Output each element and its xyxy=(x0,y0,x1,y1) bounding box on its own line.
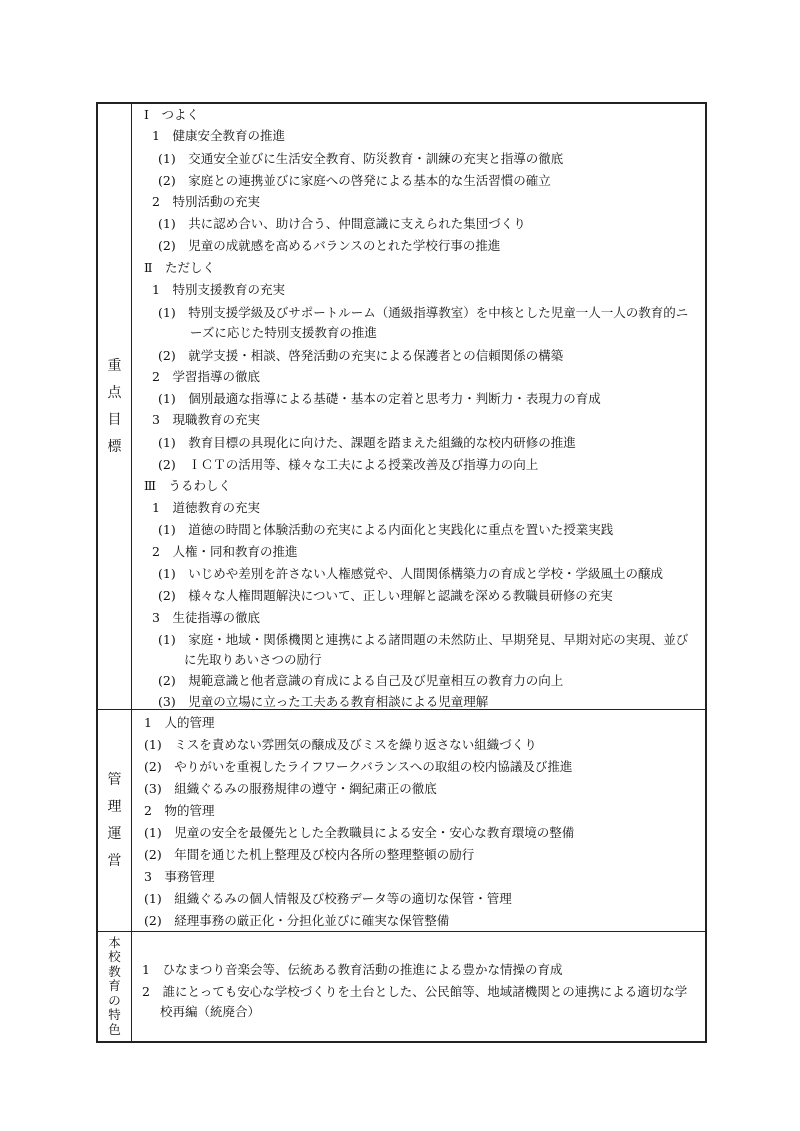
item-line: 3 生徒指導の徹底 xyxy=(152,610,260,625)
section-content xyxy=(132,932,705,1041)
header-char: の xyxy=(108,992,121,1008)
item-line: 2 人権・同和教育の推進 xyxy=(152,544,298,559)
section-header xyxy=(108,936,121,1038)
subitem-line: (2) 規範意識と他者意識の育成による自己及び児童相互の教育力の向上 xyxy=(158,673,564,688)
header-char: 本 xyxy=(108,934,121,950)
section-management xyxy=(98,710,705,932)
section-header-cell xyxy=(98,710,132,931)
item-line: 2 特別活動の充実 xyxy=(152,194,260,209)
header-char: 校 xyxy=(108,949,121,965)
subitem-line: (1) 共に認め合い、助け合う、仲間意識に支えられた集団づくり xyxy=(158,216,526,231)
header-char: 営 xyxy=(107,852,122,869)
header-char: 点 xyxy=(107,384,122,401)
item-line: 1 ひなまつり音楽会等、伝統ある教育活動の推進による豊かな情操の育成 xyxy=(142,962,563,977)
subitem-line: (1) 交通安全並びに生活安全教育、防災教育・訓練の充実と指導の徹底 xyxy=(158,151,564,166)
section-priority-goals xyxy=(98,104,705,710)
subitem-line: (2) やりがいを重視したライフワークバランスへの取組の校内協議及び推進 xyxy=(144,759,573,774)
subitem-line: (3) 児童の立場に立った工夫ある教育相談による児童理解 xyxy=(158,694,489,709)
header-char: 運 xyxy=(107,825,122,842)
section-header xyxy=(108,353,122,461)
item-line: 1 健康安全教育の推進 xyxy=(152,128,285,143)
section-content xyxy=(132,104,705,709)
item-line: 3 事務管理 xyxy=(144,869,215,884)
subitem-line: (1) 家庭・地域・関係機関と連携による諸問題の未然防止、早期発見、早期対応の実現、並び xyxy=(158,632,689,647)
header-char: 色 xyxy=(108,1021,121,1037)
header-char: 管 xyxy=(107,771,122,788)
subitem-line: (3) 組織ぐるみの服務規律の遵守・綱紀粛正の徹底 xyxy=(144,781,437,796)
subitem-line: (2) 家庭との連携並びに家庭への啓発による基本的な生活習慣の確立 xyxy=(158,173,551,188)
item-continuation: 校再編（統廃合） xyxy=(160,1004,261,1019)
heading-line: Ⅱ ただしく xyxy=(144,260,215,275)
header-char: 目 xyxy=(107,411,122,428)
subitem-line: (2) 児童の成就感を高めるバランスのとれた学校行事の推進 xyxy=(158,238,501,253)
subitem-line: (2) 経理事務の厳正化・分担化並びに確実な保管整備 xyxy=(144,913,450,928)
subitem-line: (1) 組織ぐるみの個人情報及び校務データ等の適切な保管・管理 xyxy=(144,891,512,906)
item-line: 1 道徳教育の充実 xyxy=(152,500,260,515)
heading-line: Ⅲ うるわしく xyxy=(144,478,232,493)
subitem-line: (1) 個別最適な指導による基礎・基本の定着と思考力・判断力・表現力の育成 xyxy=(158,391,601,406)
item-line: 2 誰にとっても安心な学校づくりを土台とした、公民館等、地域諸機関との連携による適切な学 xyxy=(142,984,688,999)
header-char: 重 xyxy=(107,357,122,374)
subitem-line: (2) 様々な人権問題解決について、正しい理解と認識を深める教職員研修の充実 xyxy=(158,588,613,603)
subitem-line: (1) ミスを責めない雰囲気の醸成及びミスを繰り返さない組織づくり xyxy=(144,737,537,752)
section-header xyxy=(108,767,122,875)
subitem-continuation: に先取りあいさつの励行 xyxy=(184,652,322,667)
heading-line: Ⅰ つよく xyxy=(144,107,199,122)
item-line: 3 現職教育の充実 xyxy=(152,412,260,427)
document-table xyxy=(96,102,707,1043)
subitem-line: (1) 教育目標の具現化に向けた、課題を踏まえた組織的な校内研修の推進 xyxy=(158,435,576,450)
item-line: 2 学習指導の徹底 xyxy=(152,369,260,384)
subitem-line: (1) いじめや差別を許さない人権感覚や、人間関係構築力の育成と学校・学級風土の醸成 xyxy=(158,566,663,581)
section-header-cell xyxy=(98,104,132,709)
subitem-line: (2) 年間を通じた机上整理及び校内各所の整理整頓の励行 xyxy=(144,847,475,862)
section-header-cell xyxy=(98,932,132,1041)
header-char: 標 xyxy=(107,438,122,455)
item-line: 2 物的管理 xyxy=(144,803,215,818)
subitem-line: (2) ＩＣＴの活用等、様々な工夫による授業改善及び指導力の向上 xyxy=(158,457,539,472)
header-char: 育 xyxy=(108,978,121,994)
header-char: 特 xyxy=(108,1007,121,1023)
subitem-line: (1) 道徳の時間と体験活動の充実による内面化と実践化に重点を置いた授業実践 xyxy=(158,522,614,537)
header-char: 理 xyxy=(107,798,122,815)
item-line: 1 特別支援教育の充実 xyxy=(152,282,285,297)
section-school-features xyxy=(98,932,705,1041)
subitem-continuation: ーズに応じた特別支援教育の推進 xyxy=(190,325,377,340)
header-char: 教 xyxy=(108,963,121,979)
section-content xyxy=(132,710,705,931)
subitem-line: (1) 特別支援学級及びサポートルーム（通級指導教室）を中核とした児童一人一人の教育的ニ xyxy=(158,305,689,320)
subitem-line: (2) 就学支援・相談、啓発活動の充実による保護者との信頼関係の構築 xyxy=(158,348,564,363)
item-line: 1 人的管理 xyxy=(144,715,215,730)
subitem-line: (1) 児童の安全を最優先とした全教職員による安全・安心な教育環境の整備 xyxy=(144,825,575,840)
